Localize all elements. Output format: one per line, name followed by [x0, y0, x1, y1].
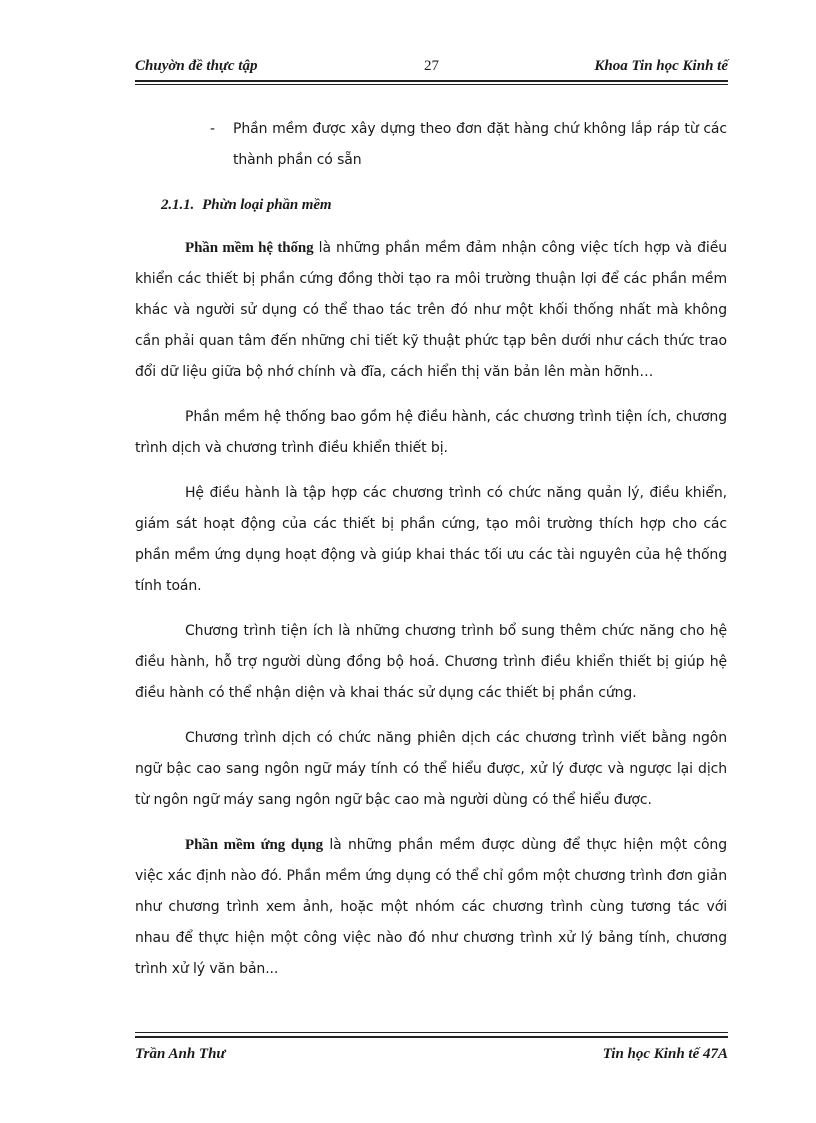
footer-rule-thick: [135, 1036, 728, 1038]
section-heading: [135, 190, 727, 221]
footer-author: Trần Anh Thư: [135, 1046, 226, 1062]
paragraph-operating-system: Hệ điều hành là tập hợp các chương trình có chức năng quản lý, điều khiển, giám sát hoạt động của các thiết bị phần cứng, tạo môi trường thích hợp cho các phần mềm ứng dụng hoạt động và giúp khai thác tối ưu các tài nguyên của hệ thống tính toán.: [135, 485, 727, 594]
bullet-dash: -: [210, 121, 215, 137]
paragraph-system-software: [135, 233, 727, 388]
paragraph-compilers: Chương trình dịch có chức năng phiên dịch các chương trình viết bằng ngôn ngữ bậc cao sang ngôn ngữ máy tính có thể hiểu được, xử lý được và ngược lại dịch từ ngôn ngữ máy sang ngôn ngữ bậc cao mà người dùng có thể hiểu được.: [135, 730, 727, 808]
header-rule-thin: [135, 84, 728, 85]
paragraph-text: là những phần mềm được dùng để thực hiện một công việc xác định nào đó. Phần mềm ứng dụng có thể chỉ gồm một chương trình đơn giản như chương trình xem ảnh, hoặc một nhóm các chương trình cùng tương tác với nhau để thực hiện một công việc nào đó như chương trình xử lý bảng tính, chương trình xử lý văn bản...: [135, 837, 727, 977]
footer-class: Tin học Kinh tế 47A: [602, 1046, 728, 1062]
page-footer: [135, 1046, 728, 1066]
page-body: [135, 114, 727, 999]
paragraph-system-software-components: Phần mềm hệ thống bao gồm hệ điều hành, các chương trình tiện ích, chương trình dịch và chương trình điều khiển thiết bị.: [135, 409, 727, 456]
paragraph-utilities: Chương trình tiện ích là những chương trình bổ sung thêm chức năng cho hệ điều hành, hỗ trợ người dùng đồng bộ hoá. Chương trình điều khiển thiết bị giúp hệ điều hành có thể nhận diện và khai thác sử dụng các thiết bị phần cứng.: [135, 623, 727, 701]
page-header: [135, 58, 728, 78]
bullet-text: Phần mềm được xây dựng theo đơn đặt hàng chứ không lắp ráp từ các thành phần có sẵn: [233, 121, 727, 168]
header-department: Khoa Tin học Kinh tế: [594, 58, 728, 74]
section-title: Phừn loại phần mềm: [202, 197, 332, 213]
header-document-type: Chuyờn đề thực tập: [135, 58, 258, 74]
page-number: 27: [424, 58, 439, 74]
footer-rule-thin: [135, 1032, 728, 1033]
paragraph-application-software: [135, 830, 727, 985]
bullet-item: [135, 114, 727, 176]
term-application-software: Phần mềm ứng dụng: [185, 837, 323, 853]
paragraph-text: là những phần mềm đảm nhận công việc tích hợp và điều khiển các thiết bị phần cứng đồng thời tạo ra môi trường thuận lợi để các phần mềm khác và người sử dụng có thể thao tác trên đó như một khối thống nhất mà không cần phải quan tâm đến những chi tiết kỹ thuật phức tạp bên dưới như cách thức trao đổi dữ liệu giữa bộ nhớ chính và đĩa, cách hiển thị văn bản lên màn hỡnh…: [135, 240, 727, 380]
section-number: 2.1.1.: [161, 197, 195, 213]
header-rule-thick: [135, 80, 728, 82]
term-system-software: Phần mềm hệ thống: [185, 240, 314, 256]
